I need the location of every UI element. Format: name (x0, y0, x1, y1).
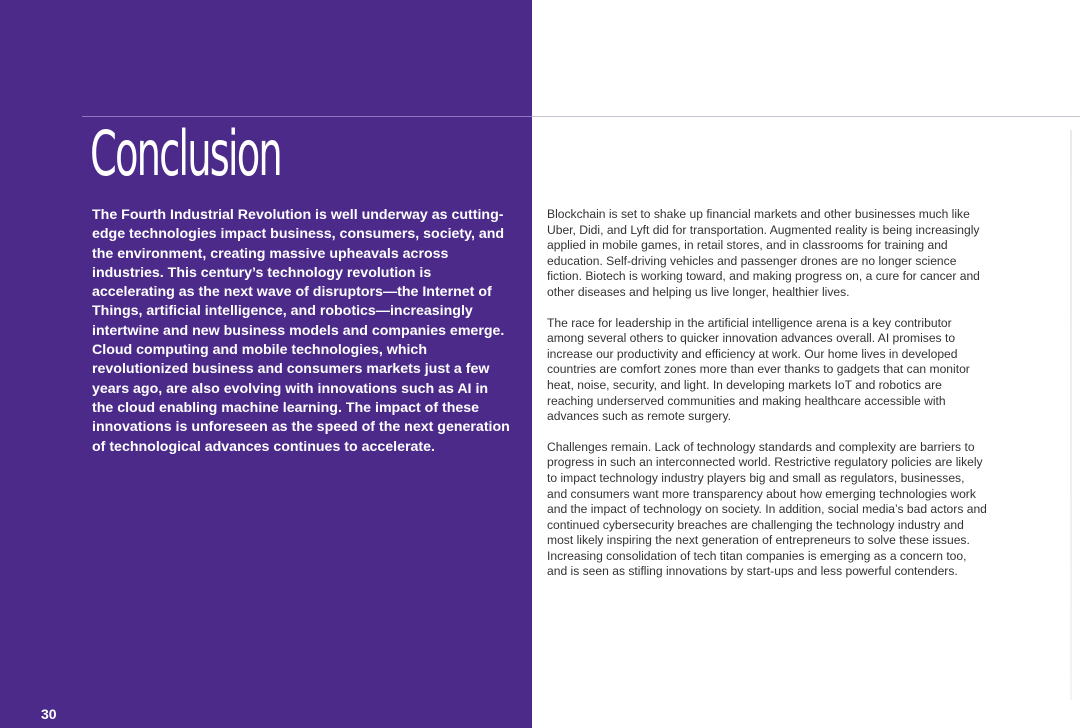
body-column (547, 207, 987, 595)
body-paragraph: Blockchain is set to shake up financial markets and other businesses much like Uber, Didi, and Lyft did for transportation. Augmented reality is being increasingly applied in mobile games, in retail stores, and in classrooms for training and education. Self-driving vehicles and passenger drones are no longer science fiction. Biotech is working toward, and making progress on, a cure for cancer and other diseases and helping us live longer, healthier lives. (547, 207, 980, 299)
right-edge-strip (1070, 130, 1072, 700)
page-title: Conclusion (90, 117, 281, 190)
page-number: 30 (41, 706, 57, 722)
body-paragraph: Challenges remain. Lack of technology standards and complexity are barriers to progress in such an interconnected world. Restrictive regulatory policies are likely to impact technology industry players big and small as regulators, businesses, and consumers want more transparency about how emerging technologies work and the impact of technology on society. In addition, social media’s bad actors and continued cybersecurity breaches are challenging the technology industry and most likely inspiring the next generation of entrepreneurs to solve these issues. Increasing consolidation of tech titan companies is emerging as a concern too, and is seen as stifling innovations by start-ups and less powerful contenders. (547, 439, 987, 579)
body-paragraph: The race for leadership in the artificial intelligence arena is a key contributor among several others to quicker innovation advances overall. AI promises to increase our productivity and efficiency at work. Our home lives in developed countries are comfort zones more than ever thanks to gadgets that can monitor heat, noise, security, and light. In developing markets IoT and robotics are reaching underserved communities and making healthcare accessible with advances such as remote surgery. (547, 315, 970, 424)
top-rule-right (532, 116, 1080, 117)
lead-paragraph: The Fourth Industrial Revolution is well underway as cutting-edge technologies impact business, consumers, society, and the environment, creating massive upheavals across industries. This century’s technology revolution is accelerating as the next wave of disruptors—the Internet of Things, artificial intelligence, and robotics—increasingly intertwine and new business models and companies emerge. Cloud computing and mobile technologies, which revolutionized business and consumers markets just a few years ago, are also evolving with innovations such as AI in the cloud enabling machine learning. The impact of these innovations is unforeseen as the speed of the next generation of technological advances continues to accelerate. (92, 207, 510, 455)
